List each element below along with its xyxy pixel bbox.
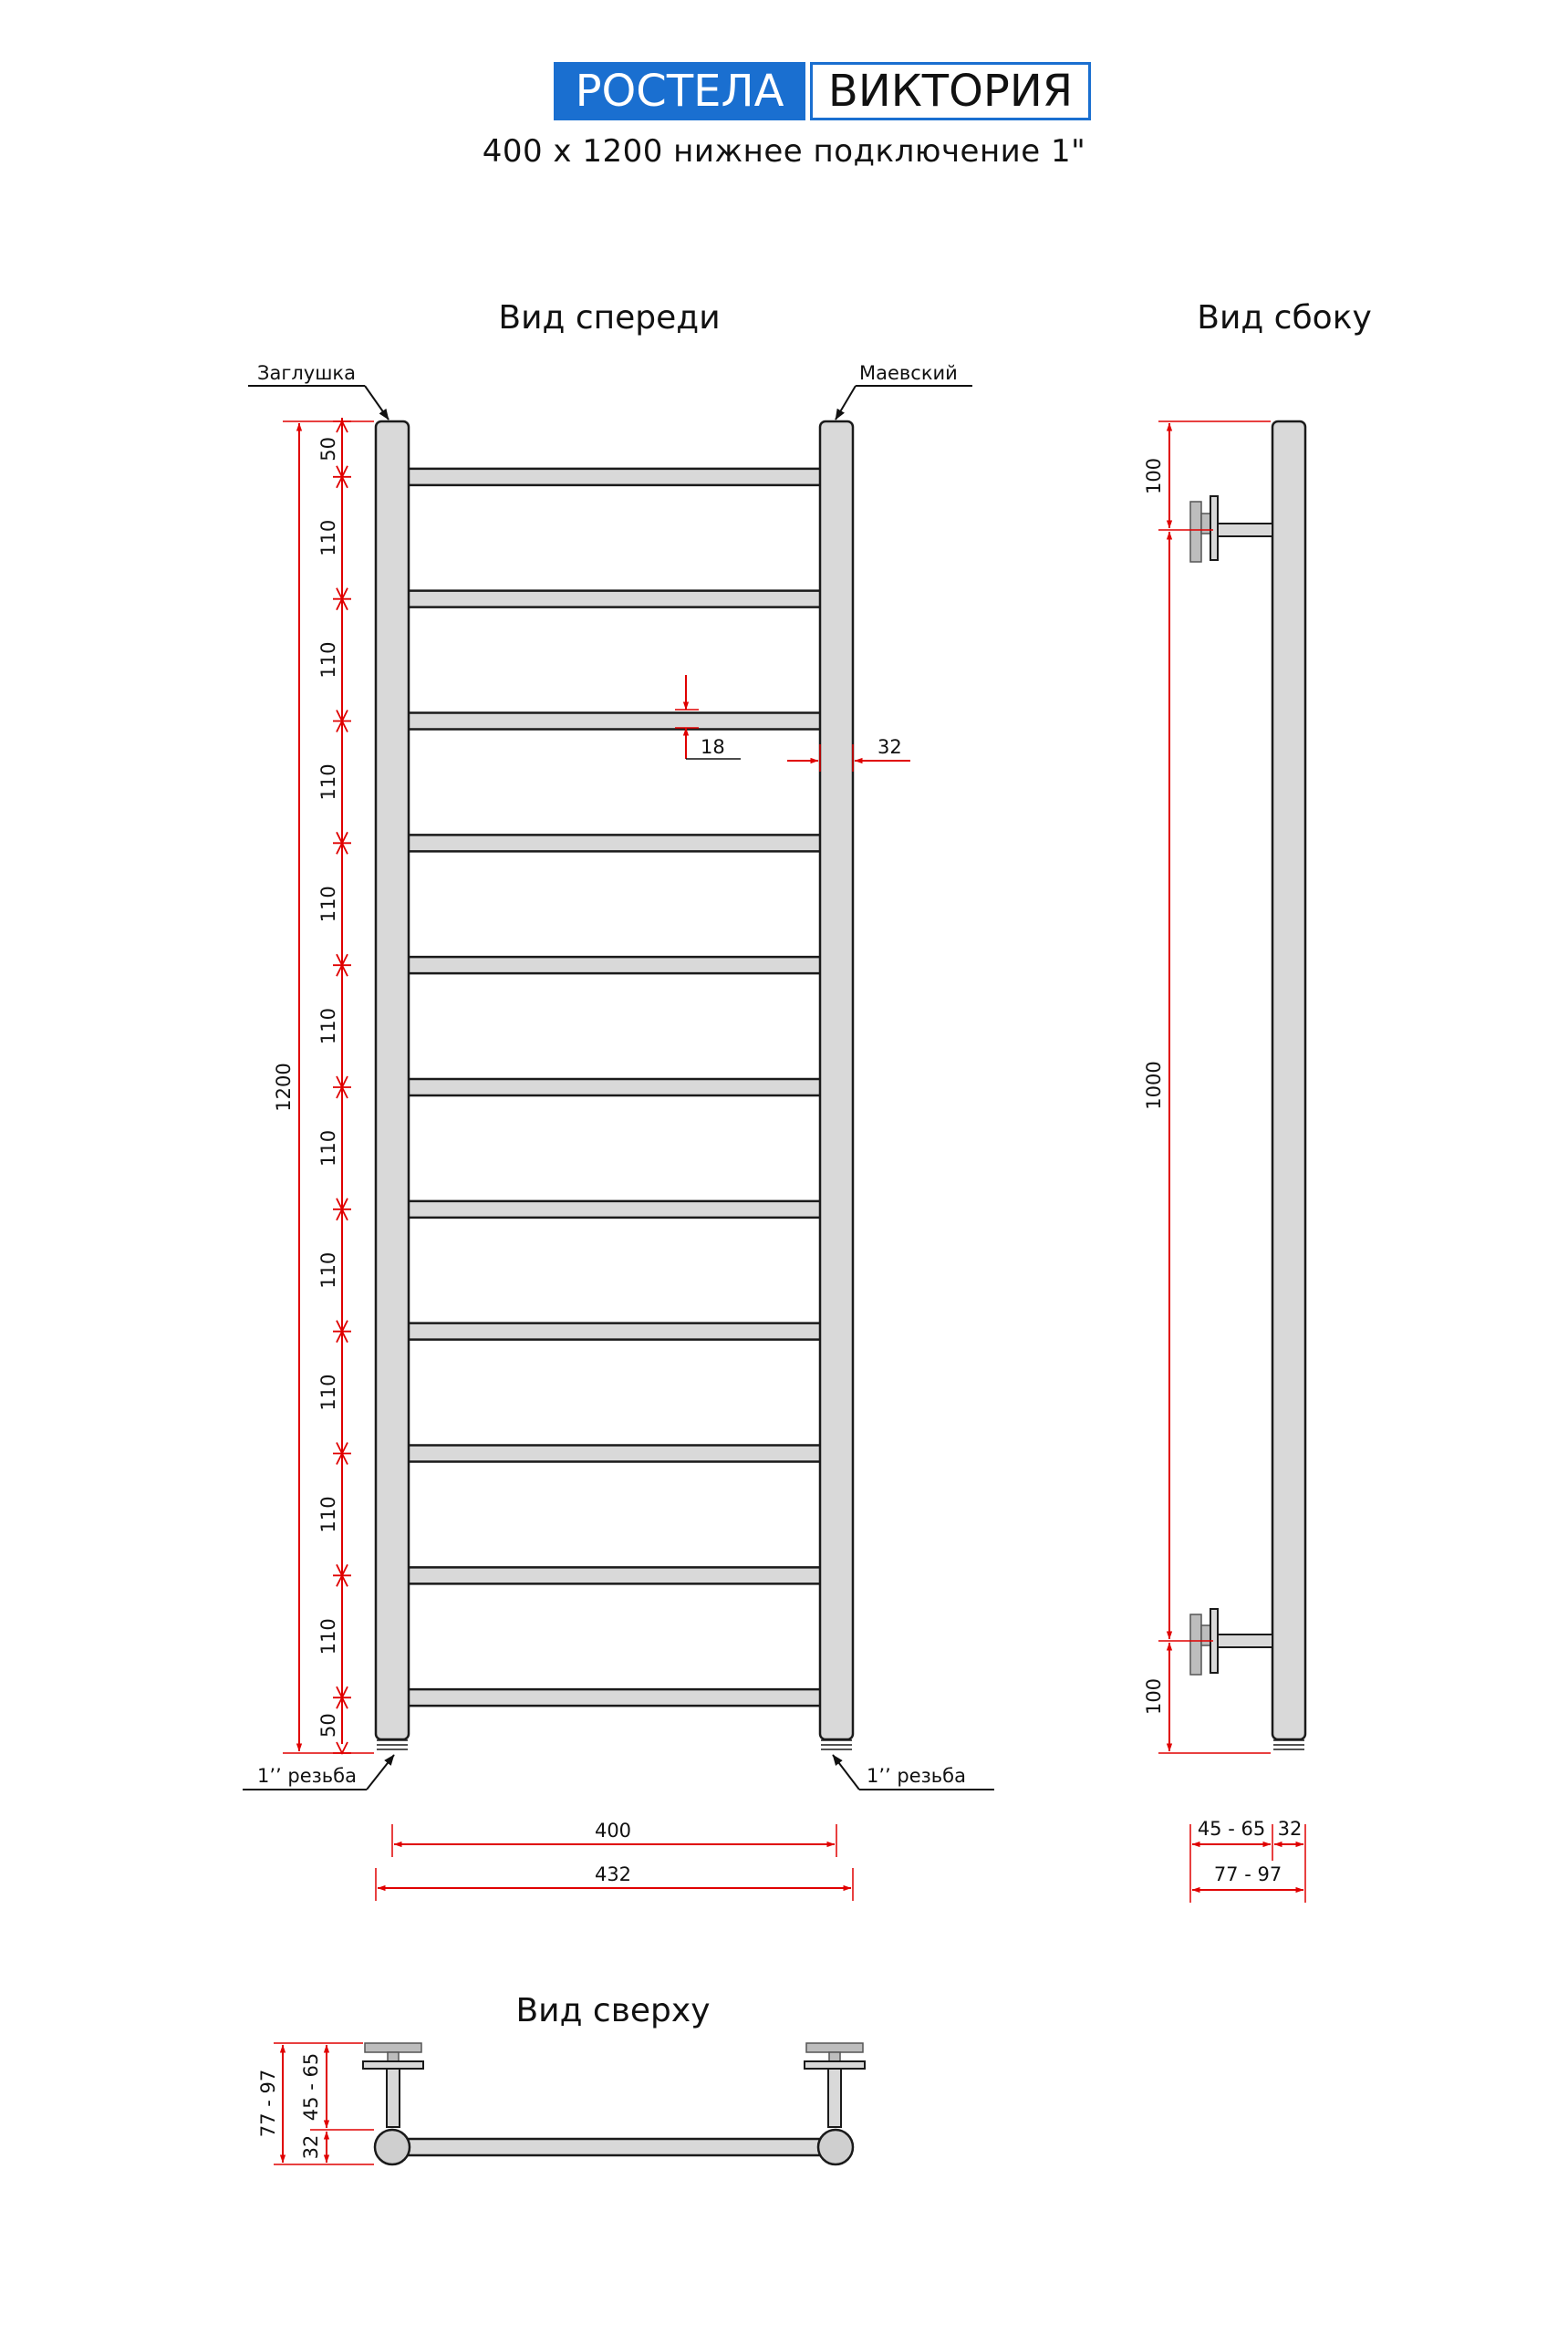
plug-label: Заглушка (257, 362, 356, 384)
side-bottom-offset-label: 100 (1143, 1677, 1165, 1716)
side-view-title: Вид сбоку (1197, 299, 1372, 337)
top-view (257, 2043, 865, 2164)
center-width-dimension (392, 1820, 836, 1857)
top-view-right-bracket (805, 2043, 865, 2127)
center-width-label: 400 (594, 1820, 632, 1842)
top-wall-bracket (1190, 496, 1272, 562)
plug-callout (248, 362, 389, 420)
rung (398, 835, 832, 851)
thread-right-label: 1’’ резьба (867, 1765, 966, 1787)
rung (398, 591, 832, 607)
top-view-left-bracket (363, 2043, 423, 2127)
product-subtitle: 400 х 1200 нижнее подключение 1" (482, 133, 1086, 170)
thread-left-callout (243, 1755, 394, 1790)
top-view-rung (392, 2139, 835, 2155)
rung-spacing-label: 110 (317, 1374, 339, 1411)
rung-spacing-label: 110 (317, 886, 339, 923)
rung-spacing-label: 110 (317, 1008, 339, 1045)
top-wall-gap-label: 45 - 65 (300, 2052, 322, 2122)
side-wall-gap-label: 45 - 65 (1197, 1818, 1266, 1840)
mayevsky-label: Маевский (859, 362, 958, 384)
top-view-right-stand (818, 2130, 853, 2164)
rung-spacing-label: 110 (317, 1496, 339, 1533)
rung (398, 713, 832, 730)
side-pipe-depth-label: 32 (1277, 1818, 1303, 1840)
side-total-depth-label: 77 - 97 (1213, 1863, 1282, 1885)
thread-right-callout (833, 1755, 994, 1790)
rung-diameter-label: 18 (701, 736, 725, 758)
rung-spacing-label: 110 (317, 1251, 339, 1289)
side-stand (1272, 421, 1305, 1739)
side-top-offset-label: 100 (1143, 457, 1165, 495)
rung (398, 1323, 832, 1340)
rung-spacing-label: 110 (317, 1129, 339, 1167)
top-view-depth-dimensions (257, 2043, 374, 2164)
stand-diameter-label: 32 (877, 736, 902, 758)
brand-logo: РОСТЕЛА (554, 62, 805, 120)
top-view-left-stand (375, 2130, 410, 2164)
left-stand (376, 421, 409, 1739)
rung (398, 1567, 832, 1583)
rung-spacing-dimensions (317, 418, 351, 1753)
thread-left-label: 1’’ резьба (257, 1765, 357, 1787)
side-bracket-span-label: 1000 (1143, 1061, 1165, 1110)
total-height-dimension (273, 421, 374, 1753)
top-pipe-depth-label: 32 (300, 2134, 322, 2160)
rung-spacing-label: 110 (317, 1618, 339, 1655)
overall-width-label: 432 (594, 1863, 632, 1885)
overall-width-dimension (376, 1863, 853, 1901)
rung (398, 1201, 832, 1218)
left-thread (377, 1740, 408, 1749)
model-name: ВИКТОРИЯ (810, 62, 1091, 120)
side-thread (1273, 1740, 1304, 1749)
front-view-title: Вид спереди (498, 299, 721, 337)
bottom-wall-bracket (1190, 1609, 1272, 1675)
side-view (1143, 421, 1305, 1903)
rung (398, 1446, 832, 1462)
side-depth-dimensions (1190, 1818, 1305, 1903)
rung-spacing-label: 50 (317, 1713, 339, 1738)
total-height-label: 1200 (273, 1063, 295, 1112)
rung (398, 957, 832, 973)
front-view (243, 362, 994, 1901)
rung-spacing-label: 110 (317, 641, 339, 679)
top-view-title: Вид сверху (515, 1992, 711, 2029)
right-stand (820, 421, 853, 1739)
rung (398, 1689, 832, 1706)
rung-spacing-label: 50 (317, 437, 339, 462)
top-total-depth-label: 77 - 97 (257, 2069, 279, 2138)
rung (398, 1079, 832, 1095)
rung-spacing-label: 110 (317, 763, 339, 801)
right-thread (821, 1740, 852, 1749)
rung (398, 469, 832, 485)
rungs (398, 469, 832, 1706)
rung-spacing-label: 110 (317, 519, 339, 556)
side-height-dimensions (1143, 421, 1271, 1753)
mayevsky-callout (836, 362, 972, 420)
